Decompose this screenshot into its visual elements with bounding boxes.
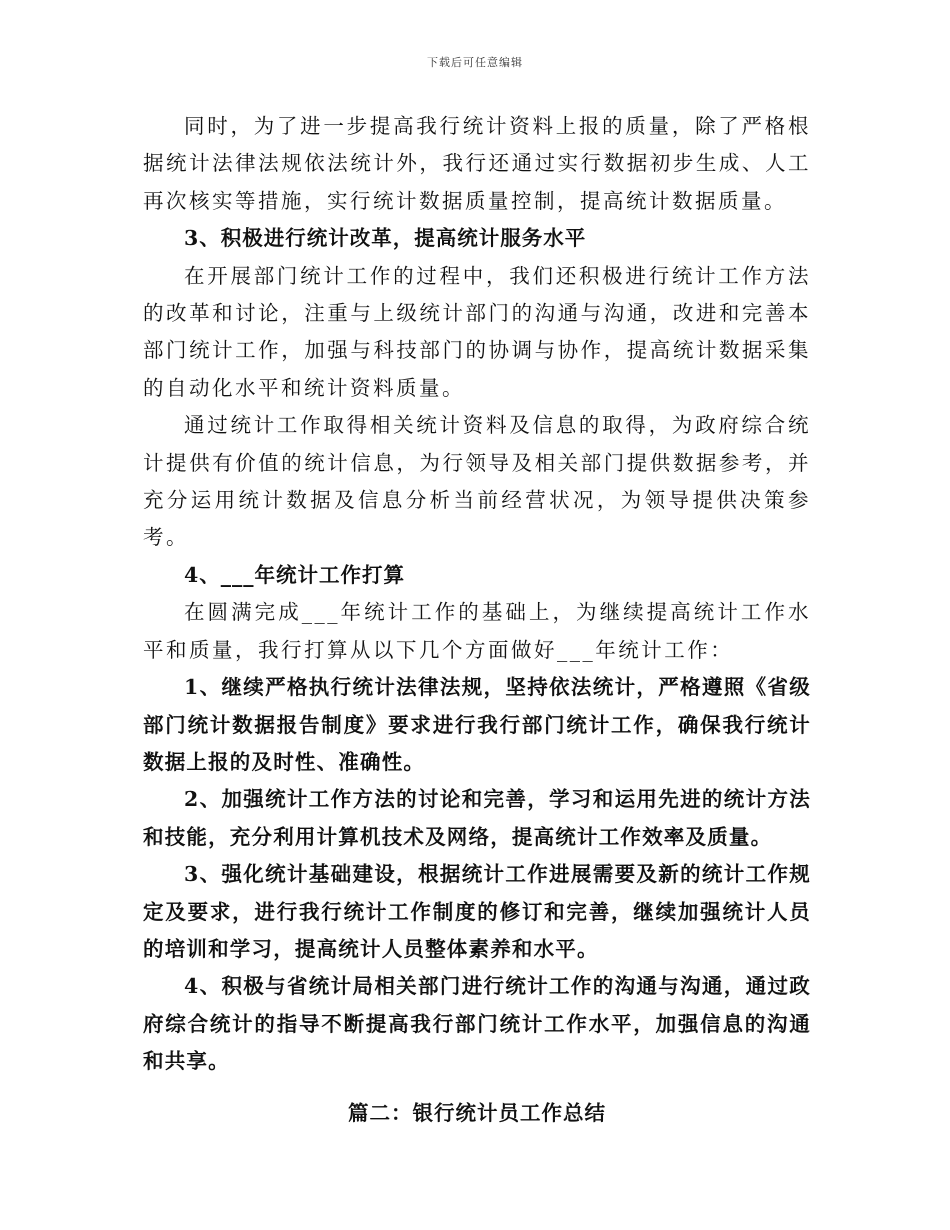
- heading-statistics-reform: 3、积极进行统计改革，提高统计服务水平: [184, 226, 587, 251]
- plan-item-2: 2、加强统计工作方法的讨论和完善，学习和运用先进的统计方法和技能，充分利用计算机技术及网络，提高统计工作效率及质量。: [143, 787, 811, 849]
- heading-work-plan: 4、___年统计工作打算: [184, 562, 406, 587]
- plan-item-1: 1、继续严格执行统计法律法规，坚持依法统计，严格遵照《省级部门统计数据报告制度》要求进行我行部门统计工作，确保我行统计数据上报的及时性、准确性。: [143, 675, 811, 774]
- paragraph-data-quality: 同时，为了进一步提高我行统计资料上报的质量，除了严格根据统计法律法规依法统计外，我行还通过实行数据初步生成、人工再次核实等措施，实行统计数据质量控制，提高统计数据质量。: [143, 114, 811, 213]
- plan-item-3: 3、强化统计基础建设，根据统计工作进展需要及新的统计工作规定及要求，进行我行统计工作制度的修订和完善，继续加强统计人员的培训和学习，提高统计人员整体素养和水平。: [143, 862, 811, 961]
- paragraph-reform-details: 在开展部门统计工作的过程中，我们还积极进行统计工作方法的改革和讨论，注重与上级统计部门的沟通与沟通，改进和完善本部门统计工作，加强与科技部门的协调与协作，提高统计数据采集的自动化水平和统计资料质量。: [143, 263, 811, 400]
- document-body: [143, 108, 811, 1132]
- plan-item-4: 4、积极与省统计局相关部门进行统计工作的沟通与沟通，通过政府综合统计的指导不断提高我行部门统计工作水平，加强信息的沟通和共享。: [143, 974, 811, 1074]
- page-header-watermark: 下载后可任意编辑: [427, 56, 523, 69]
- paragraph-plan-intro: 在圆满完成___年统计工作的基础上，为继续提高统计工作水平和质量，我行打算从以下几个方面做好___年统计工作：: [143, 600, 811, 662]
- paragraph-statistics-info: 通过统计工作取得相关统计资料及信息的取得，为政府综合统计提供有价值的统计信息，为行领导及相关部门提供数据参考，并充分运用统计数据及信息分析当前经营状况，为领导提供决策参考。: [143, 413, 811, 550]
- section-title: 篇二：银行统计员工作总结: [348, 1100, 606, 1125]
